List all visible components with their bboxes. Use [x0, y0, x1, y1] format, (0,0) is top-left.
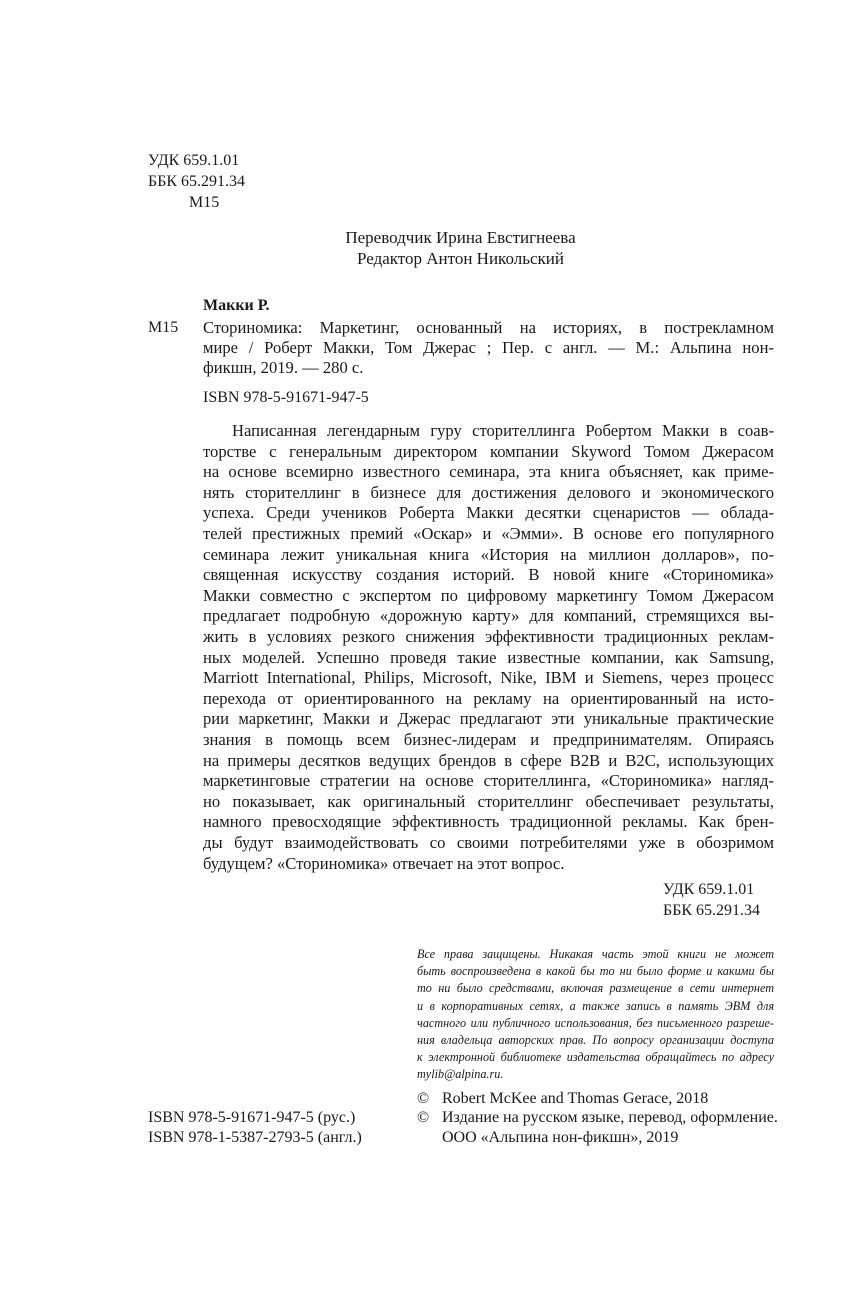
annotation-line: ды будут взаимодействовать со своими потребителями уже в обозримом [203, 833, 774, 852]
catalog-isbn: ISBN 978-5-91671-947-5 [203, 389, 369, 406]
udk-code: УДК 659.1.01 [148, 152, 240, 169]
copyright-symbol: © [417, 1109, 430, 1126]
annotation-line: Marriott International, Philips, Microsoft, Nike, IBM и Siemens, через процесс [203, 668, 774, 688]
annotation-line: торстве с генеральным директором компании Skyword Томом Джерасом [203, 441, 774, 461]
annotation-line: на основе всемирно известного семинара, эта книга объясняет, как приме- [203, 462, 774, 482]
isbn-english: ISBN 978-1-5387-2793-5 (англ.) [148, 1129, 362, 1146]
isbn-russian: ISBN 978-5-91671-947-5 (рус.) [148, 1109, 356, 1126]
udk-code-right: УДК 659.1.01 [663, 881, 755, 898]
editor-credit: Редактор Антон Никольский [357, 249, 564, 268]
annotation-line: будущем? «Сториномика» отвечает на этот вопрос. [203, 853, 565, 873]
copyright-original [417, 1089, 708, 1108]
catalog-description-line: мире / Роберт Макки, Том Джерас ; Пер. с англ. — М.: Альпина нон- [203, 338, 774, 357]
annotation-line: знания в помощь всем бизнес-лидерам и предпринимателям. Опираясь [203, 730, 774, 749]
copyright-russian-edition [417, 1108, 778, 1127]
copyright-original-text: Robert McKee and Thomas Gerace, 2018 [442, 1090, 709, 1107]
annotation-line: ных моделей. Успешно проведя такие известные компании, как Samsung, [203, 647, 774, 667]
rights-notice-line: к электронной библиотеке издательства обращайтесь по адресу [417, 1050, 774, 1065]
annotation-line: нять сторителлинг в бизнесе для достижения делового и экономического [203, 482, 774, 502]
annotation-line: Написанная легендарным гуру сторителлинга Робертом Макки в соав- [232, 421, 774, 440]
bbk-code: ББК 65.291.34 [148, 173, 246, 190]
annotation-line: семинара лежит уникальная книга «История на миллион долларов», по- [203, 544, 774, 564]
rights-notice-line: ния владельца авторских прав. По вопросу организации доступа [417, 1033, 774, 1047]
annotation-line: священная искусству создания историй. В новой книге «Сториномика» [203, 565, 774, 585]
annotation-line: Макки совместно с экспертом по цифровому маркетингу Томом Джерасом [203, 585, 774, 605]
annotation-line: успеха. Среди учеников Роберта Макки десятки сценаристов — облада- [203, 503, 774, 523]
annotation-line: рии маркетинг, Макки и Джерас предлагают эти уникальные практические [203, 709, 774, 729]
rights-notice-line: то ни было средствами, включая размещение в сети интернет [417, 981, 774, 996]
rights-notice-line: и в корпоративных сетях, а также запись в память ЭВМ для [417, 998, 774, 1013]
catalog-description-line: фикшн, 2019. — 280 с. [203, 358, 364, 377]
bbk-code-right: ББК 65.291.34 [663, 902, 761, 919]
catalog-mark: М15 [148, 319, 179, 336]
author-mark: М15 [189, 194, 220, 211]
rights-notice-line: быть воспроизведена в какой бы то ни было форме и какими бы [417, 964, 774, 979]
catalog-description-line: Сториномика: Маркетинг, основанный на историях, в пострекламном [203, 318, 774, 337]
annotation-line: предлагает подробную «дорожную карту» для компаний, стремящихся вы- [203, 606, 774, 626]
translator-credit: Переводчик Ирина Евстигнеева [345, 228, 576, 247]
annotation-line: намного превосходящие эффективность традиционной рекламы. Как брен- [203, 812, 774, 832]
rights-notice-line: mylib@alpina.ru. [417, 1067, 504, 1082]
copyright-symbol: © [417, 1090, 430, 1107]
rights-notice-line: Все права защищены. Никакая часть этой книги не может [417, 947, 774, 961]
catalog-author: Макки Р. [203, 297, 270, 314]
annotation-line: маркетинговые стратегии на основе сторителлинга, «Сториномика» нагляд- [203, 771, 774, 791]
annotation-line: перехода от ориентированного на рекламу на ориентированный на исто- [203, 688, 774, 708]
annotation-line: но показывает, как оригинальный сторителлинг обеспечивает результаты, [203, 791, 774, 811]
annotation-line: на примеры десятков ведущих брендов в сфере B2B и B2C, использующих [203, 750, 774, 770]
copyright-russian-text: Издание на русском языке, перевод, оформление. [442, 1109, 778, 1126]
copyright-publisher-text: ООО «Альпина нон-фикшн», 2019 [442, 1129, 679, 1146]
annotation-line: телей престижных премий «Оскар» и «Эмми». В основе его популярного [203, 524, 774, 543]
annotation-line: жить в условиях резкого снижения эффективности традиционных реклам- [203, 627, 774, 646]
rights-notice-line: частного или публичного использования, без письменного разреше- [417, 1015, 774, 1030]
copyright-publisher [417, 1128, 678, 1147]
